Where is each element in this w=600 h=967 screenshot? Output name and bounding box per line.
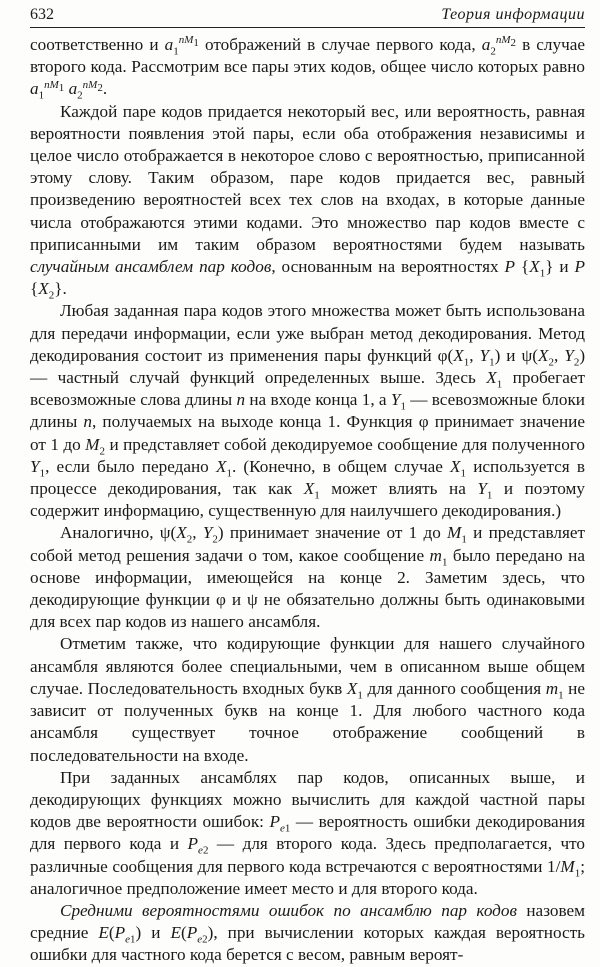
- text-body: [30, 34, 585, 967]
- paragraph: Любая заданная пара кодов этого множества может быть использована для передачи информации, если уже выбран метод декодирования. Метод декодирования состоит из применения пары функций $\varphi(X_1$, $Y_1$) и $\psi(X_2$, $Y_2$) — частный случай функций определенных выше. Здесь $X_1$ пробегает всевозможные слова длины n на входе конца 1, а $Y_1$ — всевозможные блоки длины n, получаемых на выходе конца 1. Функция φ принимает значение от 1 до $M_2$ и представляет собой декодируемое сообщение для полученного $Y_1$, если было передано $X_1$. (Конечно, в общем случае $X_1$ используется в процессе декодирования, так как $X_1$ может влиять на $Y_1$ и поэтому содержит информацию, существенную для наилучшего декодирования.): [30, 301, 586, 521]
- page: [30, 0, 586, 965]
- paragraph: Средними вероятностями ошибок по ансамблю пар кодов назовем средние $E(P_{e1})$ и $E(P_{e2})$, при вычислении которых каждая вероятность ошибки для частного кода берется с весом, равным вероят-: [30, 900, 585, 965]
- paragraph: Отметим также, что кодирующие функции для нашего случайного ансамбля являются более специальными, чем в описанном выше общем случае. Последовательность входных букв $X_1$ для данного сообщения $m_1$ не зависит от полученных букв на конце 1. Для любого частного кода ансамбля существует точное отображение сообщений в последовательности на входе.: [30, 634, 586, 765]
- running-title: Теория информации: [441, 6, 585, 23]
- paragraph: соответственно и $a_1^{nM_1}$ отображений в случае первого кода, $a_2^{nM_2}$ в случае второго кода. Рассмотрим все пары этих кодов, общее число которых равно $a_1^{nM_1}$ $a_2^{nM_2}$.: [30, 34, 585, 102]
- paragraph: Каждой паре кодов придается некоторый вес, или вероятность, равная вероятности появления этой пары, если оба отображения независимы и целое число отображается в некоторое слово с вероятностью, приписанной этому слову. Таким образом, паре кодов придается вес, равный произведению вероятностей всех тех слов на входах, в которые данные числа отображаются этими кодами. Это множество пар кодов вместе с приписанными им таким образом вероятностями будем называть случайным ансамблем пар кодов, основанным на вероятностях P $\{X_1\}$ и P $\{X_2\}$.: [30, 101, 585, 302]
- paragraph: При заданных ансамблях пар кодов, описанных выше, и декодирующих функциях можно вычислить для каждой частной пары кодов две вероятности ошибок: $P_{e1}$ — вероятность ошибки декодирования для первого кода и $P_{e2}$ — для второго кода. Здесь предполагается, что различные сообщения для первого кода встречаются с вероятностями $1/M_1$; аналогичное предположение имеет место и для второго кода.: [30, 767, 585, 898]
- paragraph: Аналогично, $\psi(X_2$, $Y_2$) принимает значение от 1 до $M_1$ и представляет собой метод решения задачи о том, какое сообщение $m_1$ было передано на основе информации, имеющейся на конце 2. Заметим здесь, что декодирующие функции φ и ψ не обязательно должны быть одинаковыми для всех пар кодов из нашего ансамбля.: [30, 523, 586, 632]
- running-header: [30, 0, 585, 28]
- page-number: 632: [30, 6, 54, 23]
